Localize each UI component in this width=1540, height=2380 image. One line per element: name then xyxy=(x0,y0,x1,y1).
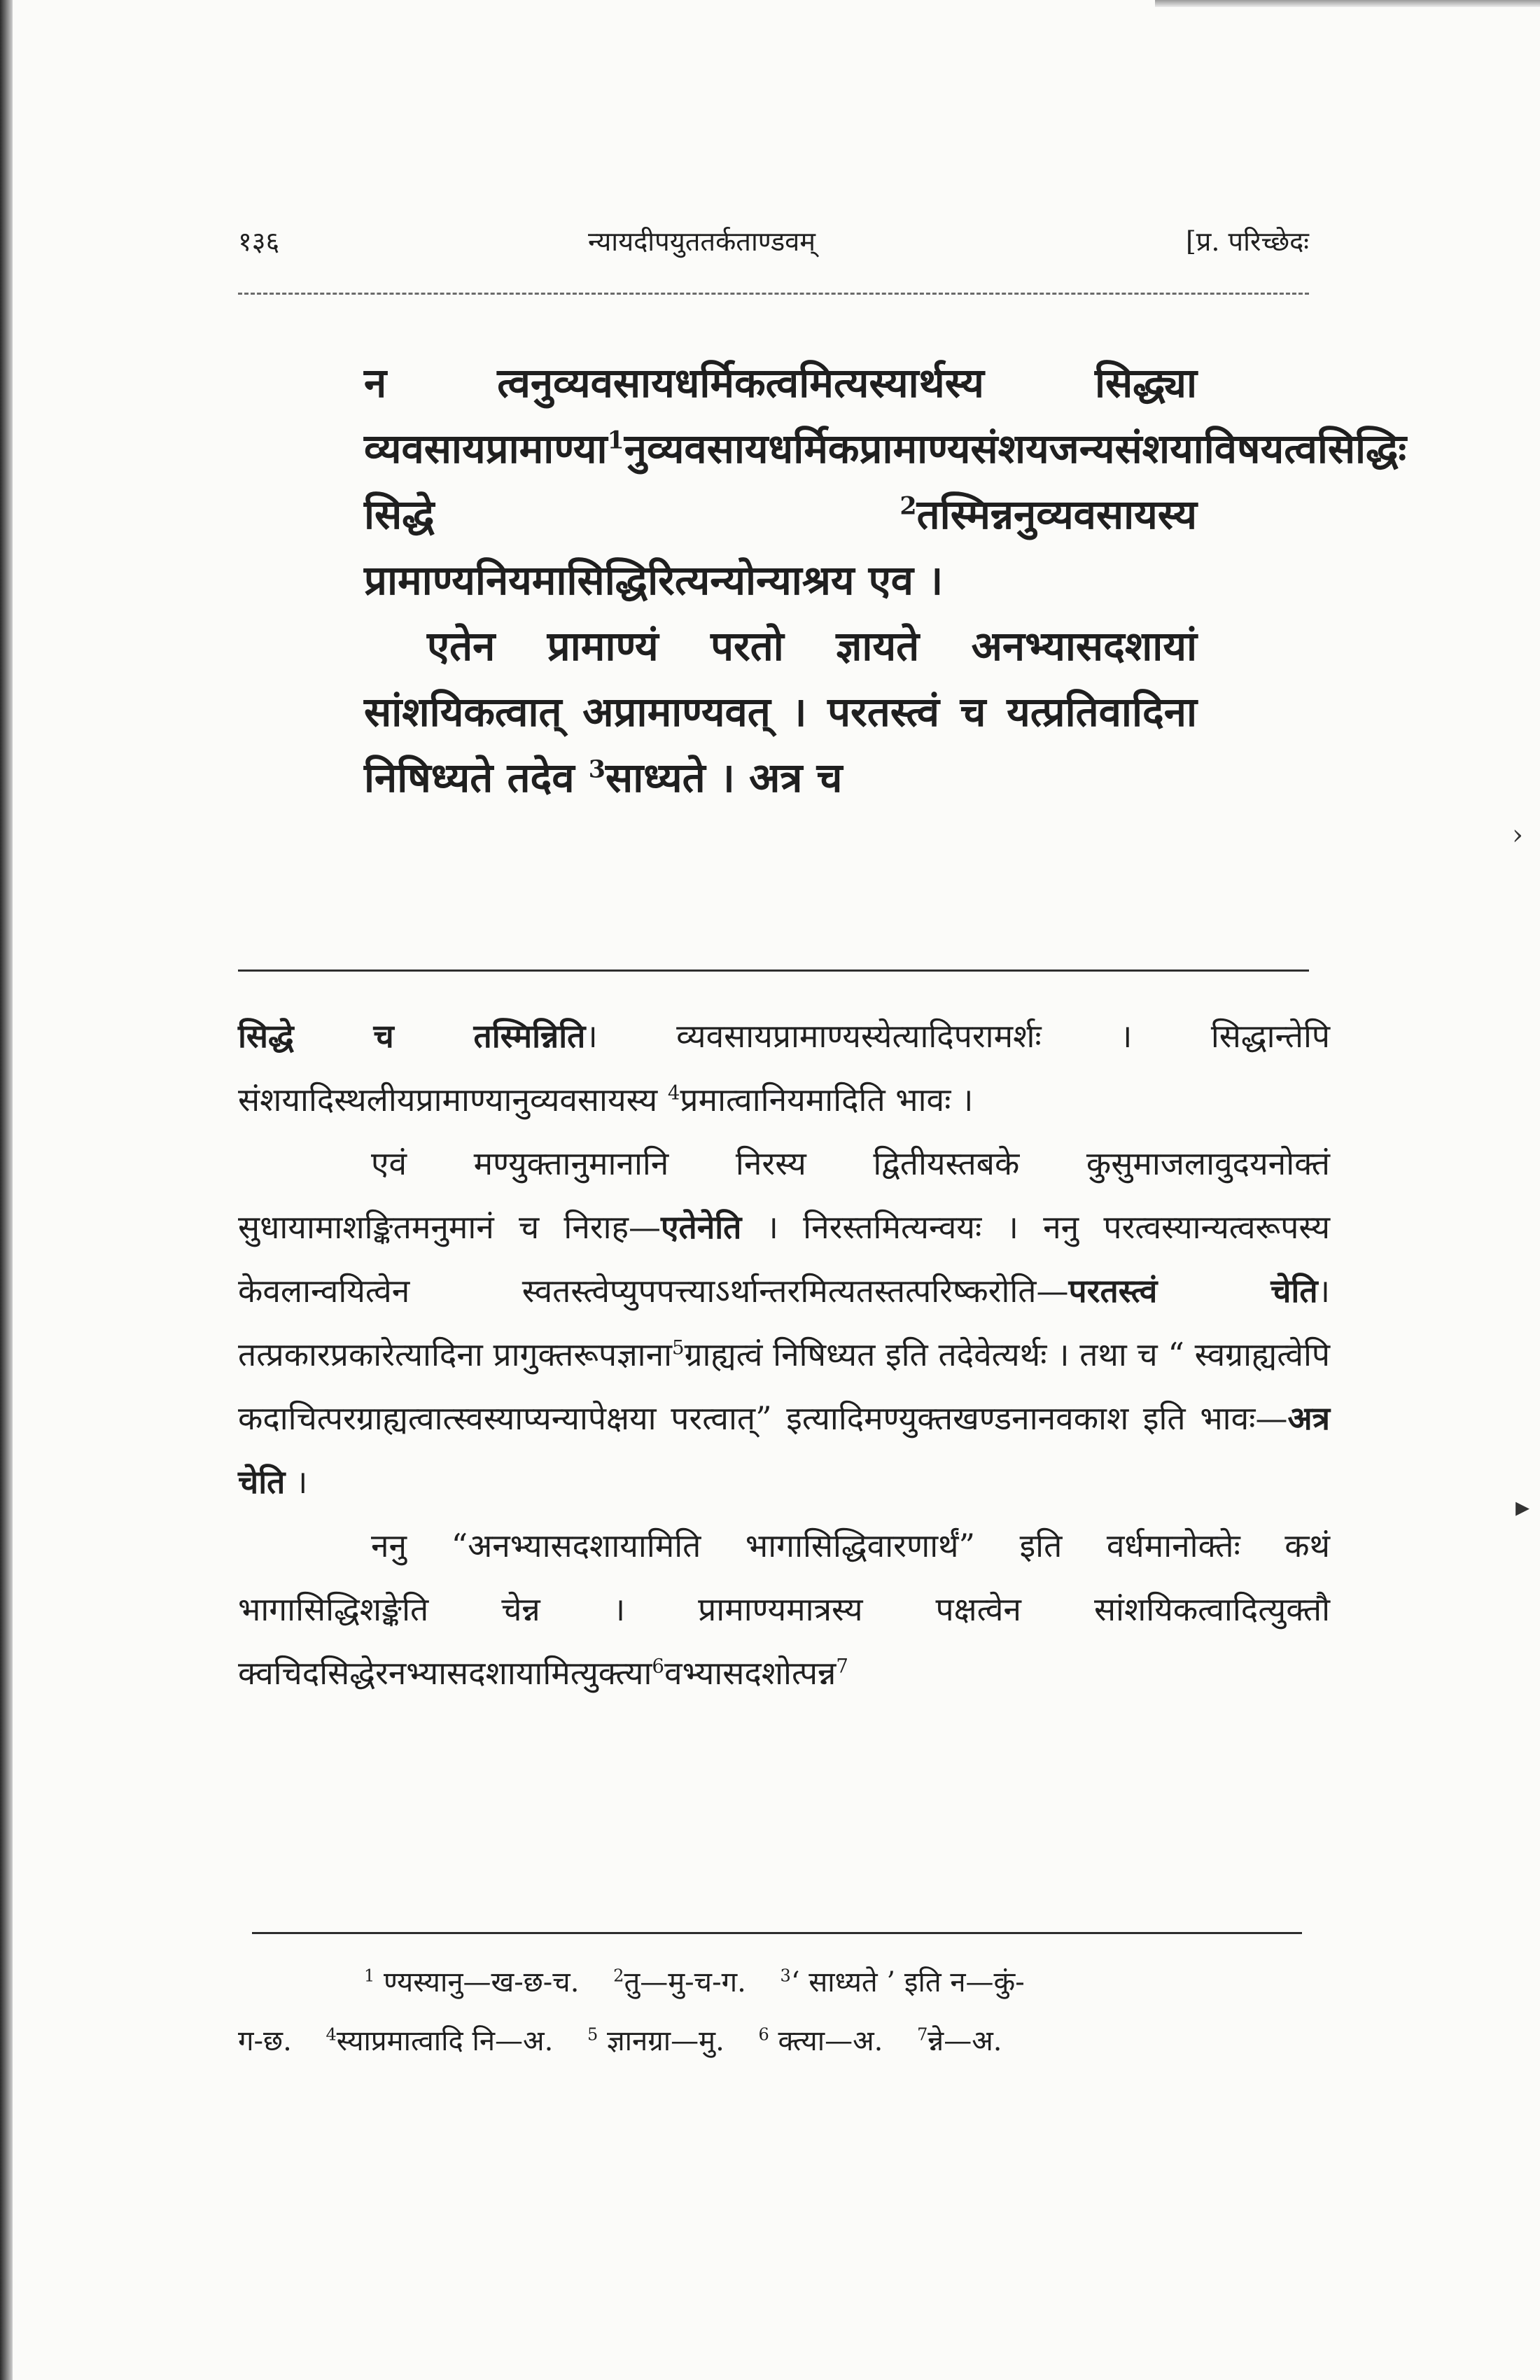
commentary-keyword: एतेनेति xyxy=(661,1208,742,1246)
footnote-ref: 3 xyxy=(588,755,606,784)
margin-mark: › xyxy=(1512,819,1523,851)
header-section: [प्र. परिच्छेदः xyxy=(1185,226,1309,257)
footnote-number: 5 xyxy=(587,2024,598,2045)
footnote-item xyxy=(917,2012,1002,2071)
commentary-text: । xyxy=(295,1463,308,1501)
footnote-text: स्याप्रमात्वादि नि—अ. xyxy=(336,2025,554,2057)
footnote-text: ग-छ. xyxy=(238,2025,292,2057)
footnote-item xyxy=(759,2012,883,2071)
commentary-text: । निरस्तमित्यन्वयः । ननु परत्वस्यान्यत्वरूपस्य केवलान्वयित्वेन स्वतस्त्वेप्युपपत्त्याऽर्थान्तरमित्यतस्तत्परिष्करोति— xyxy=(238,1208,1330,1310)
footnote-text: ण्यस्यानु—ख-छ-च. xyxy=(384,1966,580,1998)
footnote-text: तु—मु-च-ग. xyxy=(624,1966,746,1998)
header-rule xyxy=(238,293,1309,295)
footnote-number: 1 xyxy=(364,1966,375,1986)
commentary-keyword: परतस्त्वं चेति xyxy=(1068,1272,1318,1310)
main-text-span: न त्वनुव्यवसायधर्मिकत्वमित्यस्यार्थस्य सिद्ध्या व्यवसायप्रामाण्या xyxy=(364,359,1197,472)
book-binding-edge xyxy=(0,0,13,2380)
footnote-item xyxy=(613,1953,746,2012)
footnote-item xyxy=(238,2012,292,2071)
header-title: न्यायदीपयुततर्कताण्डवम् xyxy=(588,226,816,257)
footnote-ref: 6 xyxy=(652,1654,664,1678)
footnote-text: न्ने—अ. xyxy=(927,2025,1002,2057)
footnote-ref: 2 xyxy=(899,491,917,521)
footnote-item xyxy=(364,1953,579,2012)
commentary-block xyxy=(238,1004,1330,1705)
footnote-number: 6 xyxy=(758,2024,769,2045)
commentary-paragraph-3 xyxy=(238,1514,1330,1705)
commentary-separator xyxy=(238,969,1309,972)
main-text-span: साध्यते । अत्र च xyxy=(606,754,843,802)
footnote-separator xyxy=(252,1932,1302,1934)
main-paragraph-2 xyxy=(364,613,1197,811)
commentary-paragraph-2 xyxy=(238,1132,1330,1514)
footnote-number: 2 xyxy=(613,1966,624,1986)
footnote-item xyxy=(780,1953,1025,2012)
footnote-number: 7 xyxy=(917,2024,928,2045)
main-text-span: नुव्यवसायधर्मिकप्रामाण्यसंशयजन्यसंशयाविषयत्वसिद्धिः सिद्धे xyxy=(364,425,1407,538)
footnote-item xyxy=(326,2012,554,2071)
commentary-keyword: सिद्धे च तस्मिन्निति xyxy=(238,1017,586,1055)
commentary-text: ननु “अनभ्यासदशायामिति भागासिद्धिवारणार्थं” इति वर्धमानोक्तेः कथं भागासिद्धिशङ्केति चेन्न । प्रामाण्यमात्रस्य पक्षत्वेन सांशयिकत्वादित्युक्तौ क्वचिदसिद्धेरनभ्यासदशायामित्युक्त्या xyxy=(238,1527,1330,1692)
running-header xyxy=(238,223,1309,265)
footnotes-block xyxy=(238,1953,1330,2071)
footnote-ref: 7 xyxy=(836,1654,848,1678)
footnote-text: ‘ साध्यते ’ इति न—कुं- xyxy=(790,1966,1025,1998)
footnote-ref: 1 xyxy=(607,426,624,455)
footnote-number: 3 xyxy=(780,1966,791,1986)
margin-mark: ▸ xyxy=(1516,1491,1530,1523)
footnote-line-2 xyxy=(238,2012,1330,2071)
main-paragraph-1 xyxy=(364,350,1407,613)
main-text-span: तस्मिन्ननुव्यवसायस्य प्रामाण्यनियमासिद्धिरित्यन्योन्याश्रय एव । xyxy=(364,491,1197,604)
commentary-keyword: अत्र चेति xyxy=(238,1399,1330,1501)
commentary-text: वभ्यासदशोत्पन्न xyxy=(664,1654,836,1692)
footnote-text: क्त्या—अ. xyxy=(778,2025,883,2057)
commentary-paragraph-1 xyxy=(238,1004,1330,1132)
commentary-text: ग्राह्यत्वं निषिध्यत इति तदेवेत्यर्थः । तथा च “ स्वग्राह्यत्वेपि कदाचित्परग्राह्यत्वात्स्वस्याप्यन्यापेक्षया परत्वात्” इत्यादिमण्युक्तखण्डनानवकाश इति भावः— xyxy=(238,1336,1331,1437)
footnote-number: 4 xyxy=(326,2024,337,2045)
footnote-ref: 5 xyxy=(672,1336,685,1359)
commentary-text: प्रमात्वानियमादिति भावः । xyxy=(680,1081,974,1119)
main-text-block xyxy=(364,350,1407,811)
footnote-text: ज्ञानग्रा—मु. xyxy=(607,2025,724,2057)
footnote-item xyxy=(587,2012,724,2071)
footnote-line-1 xyxy=(238,1953,1330,2012)
commentary-text: । तत्प्रकारप्रकारेत्यादिना प्रागुक्तरूपज्ञाना xyxy=(238,1272,1330,1373)
page-top-edge-shadow xyxy=(1155,0,1540,7)
footnote-ref: 4 xyxy=(667,1081,680,1105)
page-number: १३६ xyxy=(238,226,280,257)
commentary-text: एवं मण्युक्तानुमानानि निरस्य द्वितीयस्तबके कुसुमाजलावुदयनोक्तं सुधायामाशङ्कितमनुमानं च निराह— xyxy=(238,1144,1330,1246)
main-text-span: एतेन प्रामाण्यं परतो ज्ञायते अनभ्यासदशायां सांशयिकत्वात् अप्रामाण्यवत् । परतस्त्वं च यत्प्रतिवादिना निषिध्यते तदेव xyxy=(364,622,1197,802)
commentary-text: । व्यवसायप्रामाण्यस्येत्यादिपरामर्शः । सिद्धान्तेपि संशयादिस्थलीयप्रामाण्यानुव्यवसायस्य xyxy=(238,1017,1330,1119)
